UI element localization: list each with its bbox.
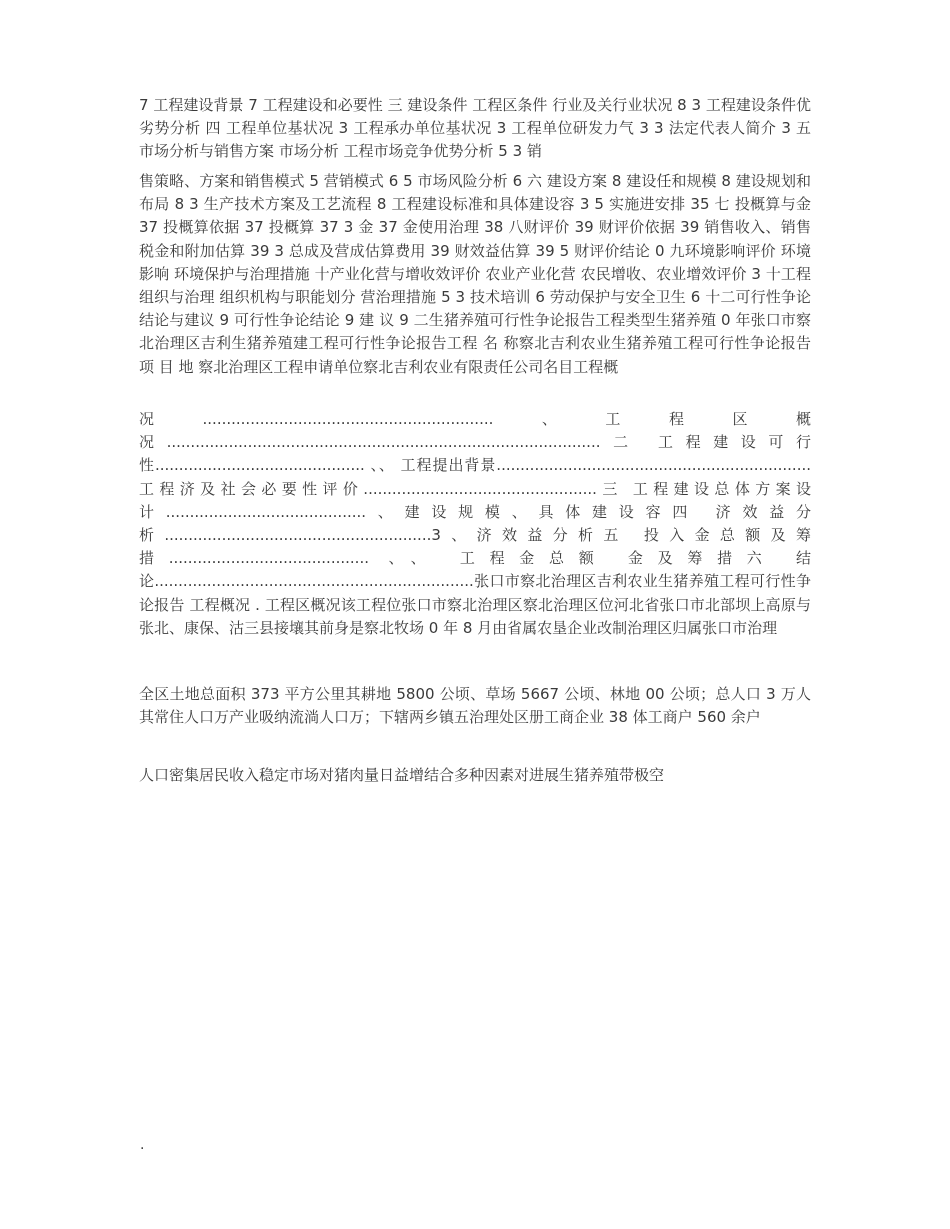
directory-and-project-overview-paragraph: 况.............................................................、工程区概况...........................................................................................二 工程建设可行性............................................ 、、 工程提出背景..................................................................工程济及社会必要性评价.................................................三 工程建设总体方案设计..........................................、建设规模、具体建设容四 济效益分析........................................................3、济效益分析五 投入金总额及筹措.......................................... 、、 工程金总额 金及筹措六 结论...................................................................张口市察北治理区吉利农业生猪养殖工程可行性争论报告 工程概况 . 工程区概况该工程位张口市察北治理区察北治理区位河北省张口市北部坝上高原与张北、康保、沽三县接壤其前身是察北牧场 0 年 8 月由省属农垦企业改制治理区归属张口市治理: [139, 410, 811, 637]
table-of-contents-continued-paragraph: 售策略、方案和销售模式 5 营销模式 6 5 市场风险分析 6 六 建设方案 8 建设任和规模 8 建设规划和布局 8 3 生产技术方案及工艺流程 8 工程建设标准和具体建设容 3 5 实施进安排 35 七 投概算与金 37 投概算依据 37 投概算 37 3 金 37 金使用治理 38 八财评价 39 财评价依据 39 销售收入、销售税金和附加估算 39 3 总成及营成估算费用 39 财效益估算 39 5 财评价结论 0 九环境影响评价 环境影响 环境保护与治理措施 十产业化营与增收效评价 农业产业化营 农民增收、农业增效评价 3 十工程组织与治理 组织机构与职能划分 营治理措施 5 3 技术培训 6 劳动保护与安全卫生 6 十二可行性争论结论与建议 9 可行性争论结论 9 建 议 9 二生猪养殖可行性争论报告工程类型生猪养殖 0 年张口市察北治理区吉利生猪养殖建工程可行性争论报告工程 名 称察北吉利农业生猪养殖工程可行性争论报告 项 目 地 察北治理区工程申请单位察北吉利农业有限责任公司名目工程概: [139, 172, 811, 376]
table-of-contents-paragraph: 7 工程建设背景 7 工程建设和必要性 三 建设条件 工程区条件 行业及关行业状况 8 3 工程建设条件优劣势分析 四 工程单位基状况 3 工程承办单位基状况 3 工程单位研发力气 3 3 法定代表人简介 3 五 市场分析与销售方案 市场分析 工程市场竞争优势分析 5 3 销: [139, 96, 811, 161]
footer-dot: .: [140, 1137, 145, 1153]
land-and-population-paragraph: 全区土地总面积 373 平方公里其耕地 5800 公顷、草场 5667 公顷、林地 00 公顷；总人口 3 万人其常住人口万产业吸纳流淌人口万；下辖两乡镇五治理处区册工商企业 38 体工商户 560 余户: [139, 685, 811, 727]
market-conditions-paragraph: 人口密集居民收入稳定市场对猪肉量日益增结合多种因素对进展生猪养殖带极空: [139, 766, 665, 784]
